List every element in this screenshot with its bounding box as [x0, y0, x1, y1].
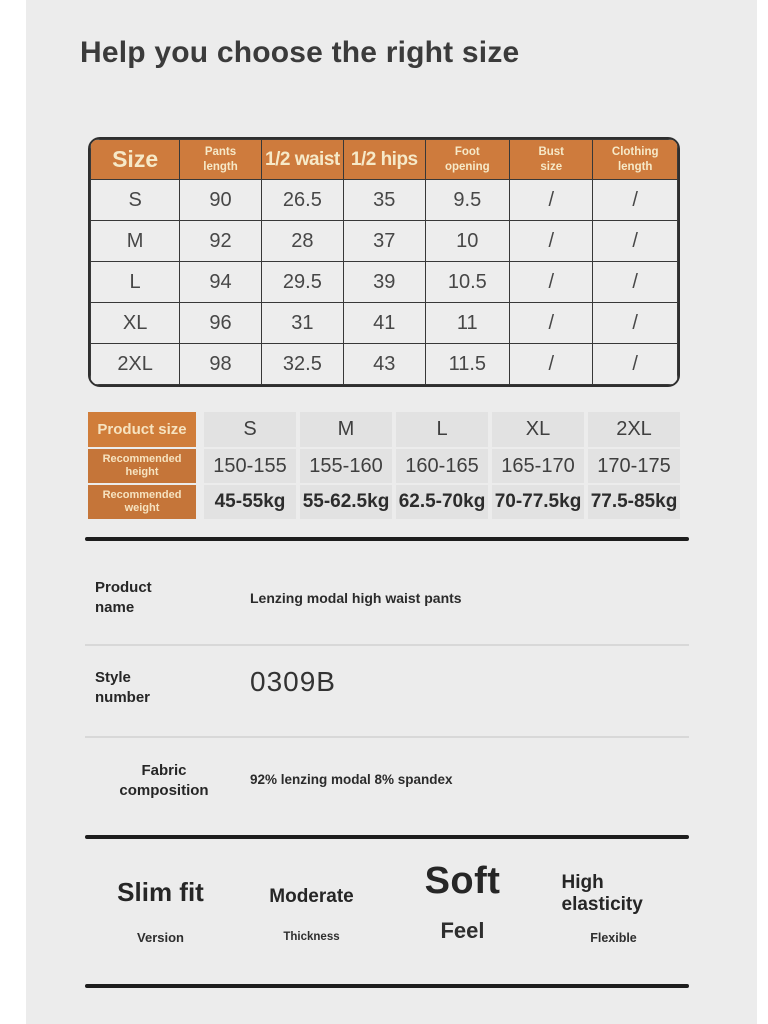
- fit-cell: XL: [492, 412, 584, 447]
- section-divider: [85, 736, 689, 738]
- size-table-header-pants-length: [180, 140, 262, 180]
- size-table-header-foot-opening: [425, 140, 510, 180]
- value-cell: /: [510, 221, 593, 262]
- fit-cell: 45-55kg: [204, 485, 296, 519]
- section-divider: [85, 537, 689, 541]
- size-table-header-clothing-length: [593, 140, 678, 180]
- size-table-row-xl: [91, 303, 678, 344]
- size-cell: S: [91, 180, 180, 221]
- size-table-header-row: [91, 140, 678, 180]
- value-cell: /: [510, 344, 593, 385]
- fabric-composition-value: 92% lenzing modal 8% spandex: [250, 772, 453, 787]
- value-cell: 10.5: [425, 262, 510, 303]
- feature-title: Slim fit: [117, 877, 204, 907]
- fit-cell: 150-155: [204, 449, 296, 483]
- value-cell: 9.5: [425, 180, 510, 221]
- value-cell: 98: [180, 344, 262, 385]
- value-cell: 92: [180, 221, 262, 262]
- value-cell: 35: [343, 180, 425, 221]
- feature-strip: [85, 856, 689, 984]
- value-cell: /: [593, 221, 678, 262]
- header-label: Foot opening: [444, 146, 490, 173]
- fit-cell: 70-77.5kg: [492, 485, 584, 519]
- section-divider: [85, 835, 689, 839]
- size-table-row-m: [91, 221, 678, 262]
- feature-thickness: [236, 856, 387, 984]
- fabric-composition-label: Fabric composition: [119, 762, 209, 800]
- value-cell: /: [593, 344, 678, 385]
- feature-subtitle: Flexible: [590, 931, 637, 945]
- feature-subtitle: Version: [137, 930, 184, 945]
- style-number-value: 0309B: [250, 666, 336, 697]
- value-cell: 10: [425, 221, 510, 262]
- value-cell: 11: [425, 303, 510, 344]
- size-cell: M: [91, 221, 180, 262]
- fit-cell: 160-165: [396, 449, 488, 483]
- size-table-row-s: [91, 180, 678, 221]
- feature-flexible: [538, 856, 689, 984]
- value-cell: 26.5: [261, 180, 343, 221]
- fit-cell: 77.5-85kg: [588, 485, 680, 519]
- feature-subtitle: Feel: [440, 918, 485, 943]
- value-cell: 32.5: [261, 344, 343, 385]
- fit-row-label: Product size: [88, 412, 196, 447]
- value-cell: /: [510, 262, 593, 303]
- value-cell: 37: [343, 221, 425, 262]
- size-table-header-size: Size: [91, 140, 180, 180]
- header-label: Pants length: [203, 146, 238, 173]
- product-name-value: Lenzing modal high waist pants: [250, 590, 462, 606]
- section-divider: [85, 644, 689, 646]
- header-label: Clothing length: [611, 146, 659, 173]
- size-table-header-bust-size: [510, 140, 593, 180]
- size-table: [88, 137, 680, 387]
- fit-table-row-weight: [88, 485, 680, 519]
- fit-cell: 55-62.5kg: [300, 485, 392, 519]
- feature-feel: [387, 856, 538, 984]
- size-table-row-2xl: [91, 344, 678, 385]
- fit-cell: M: [300, 412, 392, 447]
- product-name-label: Product name: [95, 579, 152, 617]
- value-cell: 41: [343, 303, 425, 344]
- fit-row-label: Recommended weight: [88, 485, 196, 519]
- content-panel: [26, 0, 757, 1024]
- fit-cell: 2XL: [588, 412, 680, 447]
- value-cell: 90: [180, 180, 262, 221]
- fit-cell: L: [396, 412, 488, 447]
- bottom-divider: [85, 984, 689, 988]
- fit-table-row-size: [88, 412, 680, 447]
- feature-title: [538, 872, 689, 916]
- value-cell: 29.5: [261, 262, 343, 303]
- size-cell: 2XL: [91, 344, 180, 385]
- style-number-label: Style number: [95, 669, 151, 707]
- feature-subtitle: Thickness: [283, 931, 340, 943]
- value-cell: 96: [180, 303, 262, 344]
- page-title: Help you choose the right size: [80, 36, 520, 69]
- size-table-header-half-hips: 1/2 hips: [343, 140, 425, 180]
- value-cell: 28: [261, 221, 343, 262]
- value-cell: 39: [343, 262, 425, 303]
- value-cell: /: [510, 180, 593, 221]
- value-cell: 31: [261, 303, 343, 344]
- feature-version: [85, 856, 236, 984]
- size-cell: XL: [91, 303, 180, 344]
- fit-cell: 155-160: [300, 449, 392, 483]
- fit-recommendation-table: [88, 412, 680, 521]
- fit-row-label: Recommended height: [88, 449, 196, 483]
- fit-cell: 62.5-70kg: [396, 485, 488, 519]
- feature-title: Soft: [424, 860, 501, 902]
- feature-title: Moderate: [269, 886, 354, 907]
- value-cell: /: [510, 303, 593, 344]
- value-cell: 11.5: [425, 344, 510, 385]
- fit-cell: 170-175: [588, 449, 680, 483]
- value-cell: /: [593, 262, 678, 303]
- size-cell: L: [91, 262, 180, 303]
- size-table-row-l: [91, 262, 678, 303]
- fit-table-row-height: [88, 449, 680, 483]
- value-cell: /: [593, 180, 678, 221]
- size-table-header-half-waist: 1/2 waist: [261, 140, 343, 180]
- fit-cell: 165-170: [492, 449, 584, 483]
- header-label: Bust size: [538, 146, 565, 173]
- feature-title-text: High elasticity: [561, 872, 643, 915]
- value-cell: 43: [343, 344, 425, 385]
- fit-cell: S: [204, 412, 296, 447]
- value-cell: /: [593, 303, 678, 344]
- value-cell: 94: [180, 262, 262, 303]
